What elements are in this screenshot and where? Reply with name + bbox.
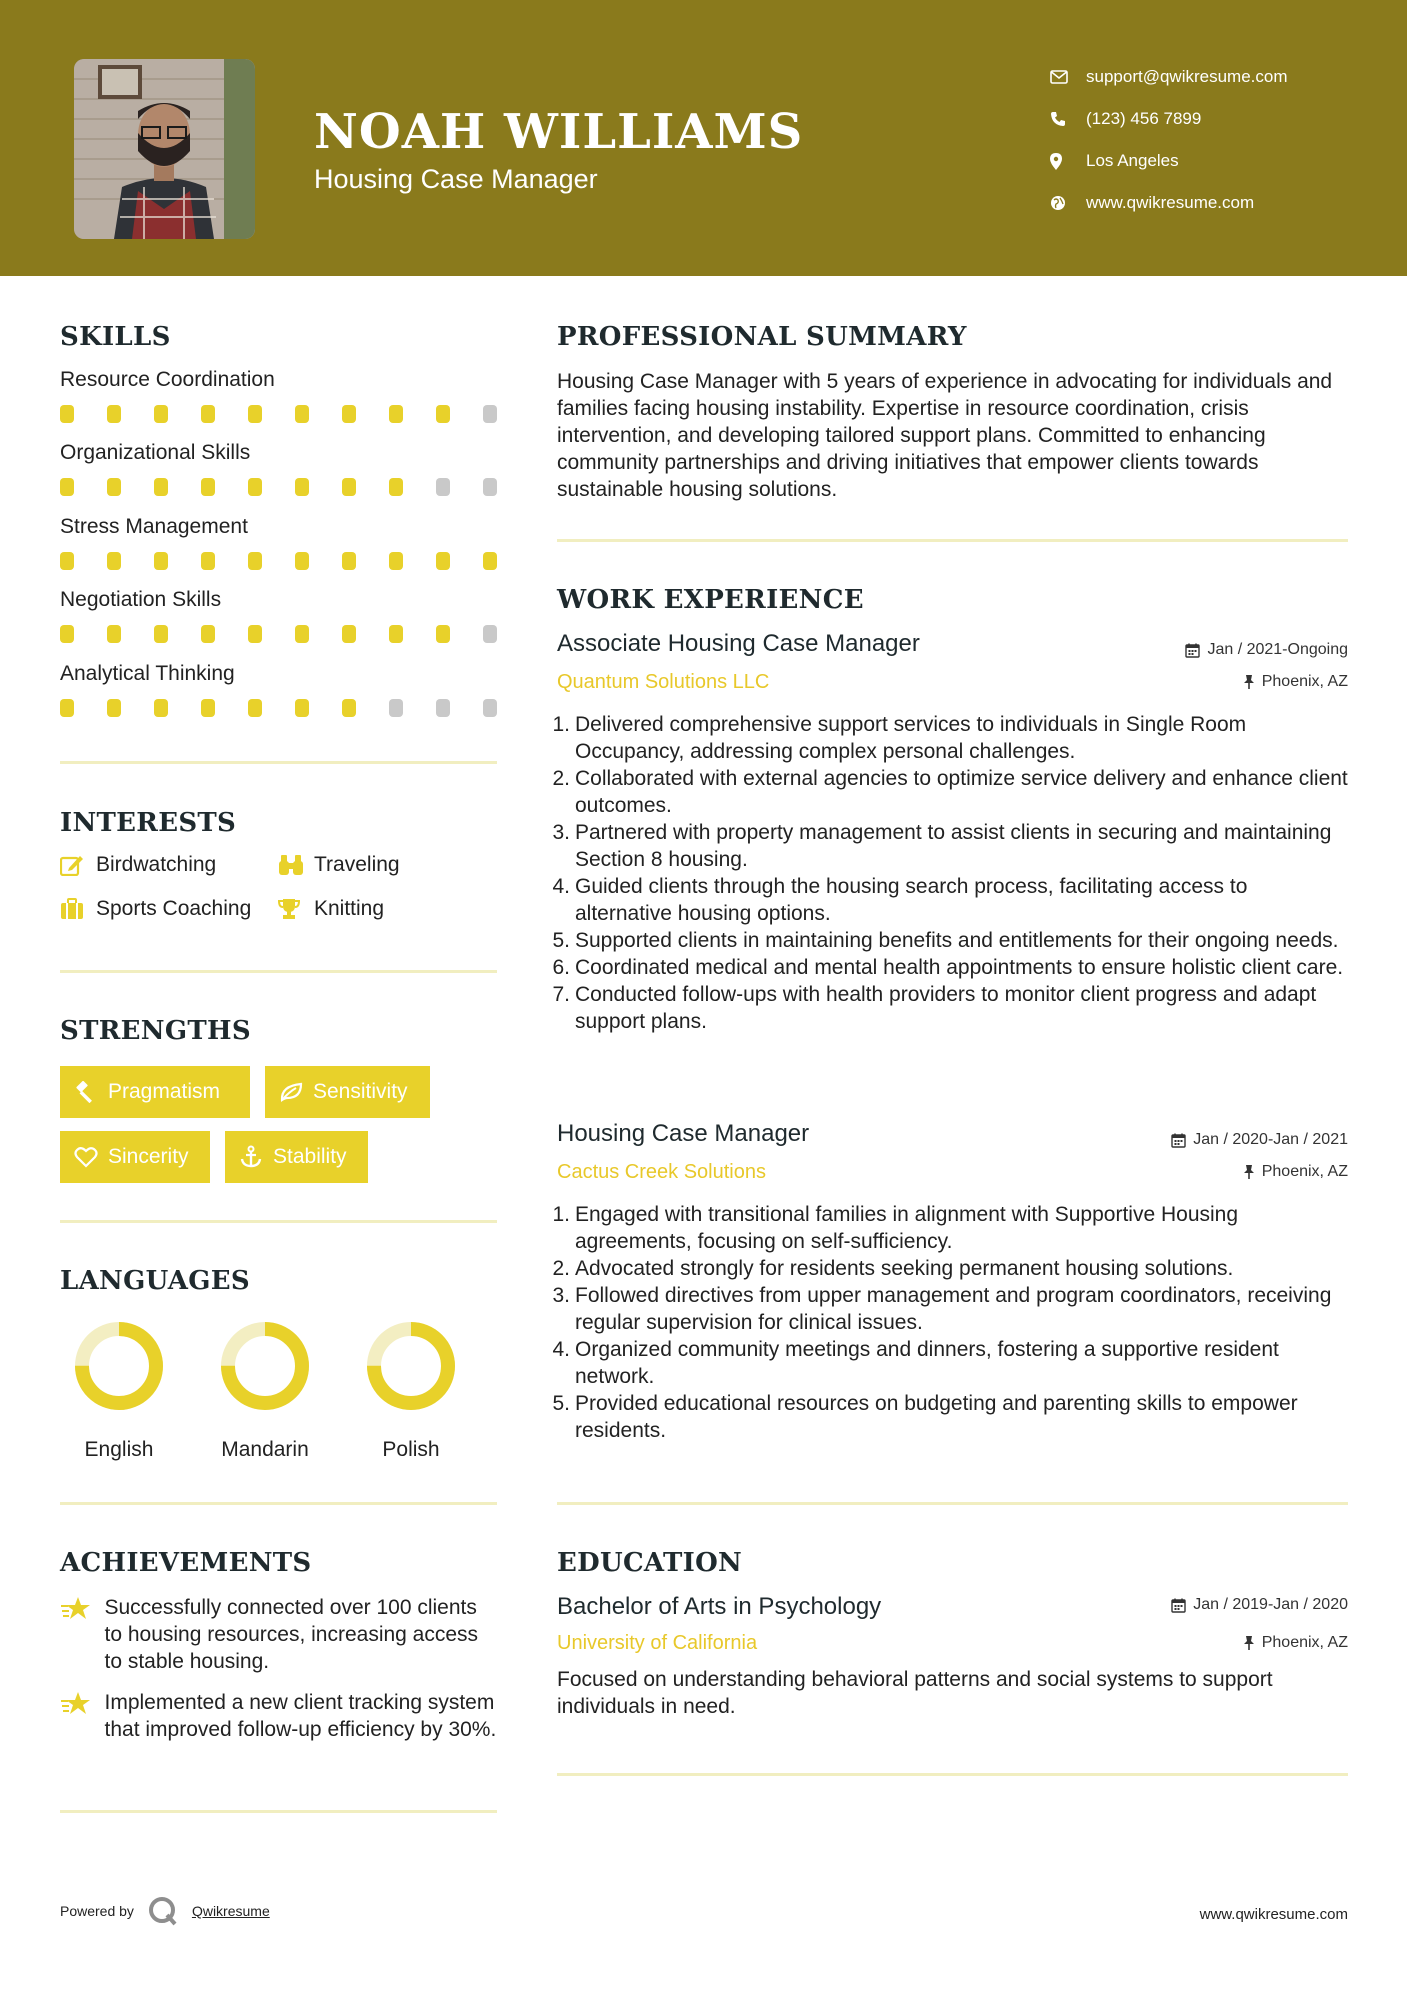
job-date — [1171, 1131, 1348, 1149]
pencil-square-icon — [60, 854, 96, 876]
skill-dot-filled — [342, 478, 356, 496]
job-date-text: Jan / 2021-Ongoing — [1207, 641, 1348, 658]
bullet-item: 3. Partnered with property management to assist clients in securing and maintaining Section 8 housing. — [552, 821, 1332, 871]
skill-dot-filled — [107, 625, 121, 643]
skill-dot-filled — [107, 699, 121, 717]
skill-dot-empty — [389, 699, 403, 717]
bullet-item: 7. Conducted follow-ups with health providers to monitor client progress and adapt support plans. — [552, 983, 1317, 1033]
phone-icon — [1050, 111, 1086, 127]
skill-dot-filled — [389, 625, 403, 643]
skill-dot-filled — [201, 625, 215, 643]
skill-dot-filled — [201, 478, 215, 496]
achievement-text: Implemented a new client tracking system that improved follow-up efficiency by 30%. — [104, 1691, 497, 1741]
skill-dot-filled — [154, 552, 168, 570]
language-label: English — [84, 1438, 154, 1461]
skill-dot-filled — [342, 552, 356, 570]
skill-dot-filled — [60, 625, 74, 643]
skill-dot-filled — [389, 552, 403, 570]
star-icon — [60, 1594, 105, 1675]
envelope-icon — [1050, 70, 1086, 84]
job-location-text: Phoenix, AZ — [1261, 1163, 1348, 1180]
skill-dot-filled — [60, 552, 74, 570]
interest-label: Birdwatching — [96, 853, 217, 876]
calendar-icon — [1171, 1598, 1186, 1613]
contact-phone-text: (123) 456 7899 — [1086, 109, 1202, 128]
job-company: Quantum Solutions LLC — [557, 671, 770, 693]
interests-heading: INTERESTS — [60, 808, 237, 838]
achievements-heading: ACHIEVEMENTS — [60, 1548, 312, 1578]
skill-dot-filled — [201, 552, 215, 570]
language-label: Mandarin — [221, 1438, 309, 1461]
skill-label: Stress Management — [60, 515, 248, 538]
bullet-item: 2. Collaborated with external agencies to optimize service delivery and enhance client outcomes. — [552, 767, 1348, 817]
strength-label: Pragmatism — [108, 1080, 221, 1103]
job-bullets — [550, 711, 1350, 1035]
skill-dot-filled — [436, 625, 450, 643]
bullet-item: 4. Organized community meetings and dinners, fostering a supportive resident network. — [552, 1338, 1279, 1388]
strength-tag — [265, 1066, 430, 1118]
section-divider — [557, 1773, 1348, 1776]
strength-tag — [60, 1066, 250, 1118]
skill-dot-filled — [248, 699, 262, 717]
education-description: Focused on understanding behavioral patterns and social systems to support individuals in need. — [557, 1668, 1273, 1718]
interest-label: Traveling — [314, 853, 400, 876]
job-date — [1185, 641, 1348, 659]
achievement-item — [60, 1594, 500, 1675]
skill-dot-filled — [248, 405, 262, 423]
skill-rating — [60, 478, 500, 496]
contact-email-text: support@qwikresume.com — [1086, 67, 1288, 86]
skill-dot-filled — [483, 552, 497, 570]
skill-dot-filled — [248, 625, 262, 643]
pushpin-icon — [1243, 674, 1255, 690]
skill-dot-empty — [483, 625, 497, 643]
language-item — [54, 1318, 184, 1462]
contact-location-text: Los Angeles — [1086, 151, 1179, 170]
skill-label: Negotiation Skills — [60, 588, 222, 611]
language-gauge — [217, 1318, 313, 1414]
skill-dot-filled — [342, 625, 356, 643]
binoculars-icon — [278, 854, 314, 876]
skill-dot-filled — [248, 552, 262, 570]
skill-dot-filled — [154, 699, 168, 717]
bullet-item: 4. Guided clients through the housing search process, facilitating access to alternative housing options. — [552, 875, 1248, 925]
skill-label: Organizational Skills — [60, 441, 251, 464]
job-title: Associate Housing Case Manager — [557, 630, 920, 657]
skill-dot-filled — [295, 552, 309, 570]
skill-dot-filled — [248, 478, 262, 496]
contact-website-text: www.qwikresume.com — [1086, 193, 1255, 212]
skill-dot-filled — [389, 478, 403, 496]
skill-dot-filled — [107, 552, 121, 570]
skill-dot-filled — [389, 405, 403, 423]
section-divider — [60, 761, 497, 764]
calendar-icon — [1185, 643, 1200, 658]
interest-label: Sports Coaching — [96, 897, 252, 920]
bullet-item: 3. Followed directives from upper management and program coordinators, receiving regular supervision for clinical issues. — [552, 1284, 1332, 1334]
skill-rating — [60, 625, 500, 643]
skill-dot-filled — [154, 625, 168, 643]
strength-label: Sensitivity — [313, 1080, 408, 1103]
skill-dot-filled — [295, 625, 309, 643]
section-divider — [557, 1502, 1348, 1505]
bullet-item: 1. Delivered comprehensive support services to individuals in Single Room Occupancy, addressing complex personal challenges. — [552, 713, 1247, 763]
header-banner — [0, 0, 1407, 276]
strength-label: Sincerity — [108, 1145, 189, 1168]
skill-dot-filled — [201, 405, 215, 423]
qwikresume-link[interactable]: Qwikresume — [191, 1903, 270, 1919]
skill-dot-empty — [483, 478, 497, 496]
footer-powered-by — [60, 1896, 270, 1926]
powered-by-text: Powered by — [60, 1903, 134, 1919]
contact-location — [1050, 140, 1288, 182]
job-company: Cactus Creek Solutions — [557, 1161, 766, 1183]
skill-dot-filled — [295, 405, 309, 423]
strength-tag — [60, 1131, 210, 1183]
section-divider — [60, 1810, 497, 1813]
interest-label: Knitting — [314, 897, 385, 920]
section-divider — [60, 1220, 497, 1223]
bullet-item: 5. Provided educational resources on budgeting and parenting skills to empower residents. — [552, 1392, 1298, 1442]
skill-dot-filled — [107, 478, 121, 496]
job-bullets — [550, 1201, 1350, 1444]
strengths-heading: STRENGTHS — [60, 1016, 251, 1046]
skill-dot-filled — [436, 552, 450, 570]
skill-dot-filled — [295, 699, 309, 717]
job-location-text: Phoenix, AZ — [1261, 673, 1348, 690]
skill-dot-filled — [436, 405, 450, 423]
skill-dot-filled — [154, 478, 168, 496]
leaf-icon — [279, 1082, 303, 1102]
language-item — [346, 1318, 476, 1462]
experience-heading: WORK EXPERIENCE — [557, 585, 864, 615]
strength-label: Stability — [273, 1145, 347, 1168]
profile-photo — [74, 59, 255, 239]
pushpin-icon — [1243, 1164, 1255, 1180]
contact-list — [1050, 56, 1288, 224]
language-label: Polish — [382, 1438, 440, 1461]
skill-dot-filled — [342, 699, 356, 717]
skill-dot-filled — [154, 405, 168, 423]
anchor-icon — [239, 1145, 263, 1169]
language-gauge — [363, 1318, 459, 1414]
education-school: University of California — [557, 1632, 758, 1654]
gavel-icon — [74, 1081, 98, 1103]
bullet-item: 2. Advocated strongly for residents seeking permanent housing solutions. — [552, 1257, 1234, 1280]
skill-dot-empty — [483, 405, 497, 423]
skills-heading: SKILLS — [60, 322, 171, 352]
education-location — [1243, 1634, 1348, 1652]
bullet-item: 6. Coordinated medical and mental health appointments to ensure holistic client care. — [552, 956, 1344, 979]
pushpin-icon — [1243, 1635, 1255, 1651]
globe-icon — [1050, 195, 1086, 211]
achievement-item — [60, 1689, 500, 1743]
education-heading: EDUCATION — [557, 1548, 743, 1578]
skill-rating — [60, 405, 500, 423]
skill-dot-empty — [436, 478, 450, 496]
job-date-text: Jan / 2020-Jan / 2021 — [1193, 1131, 1348, 1148]
calendar-icon — [1171, 1133, 1186, 1148]
education-location-text: Phoenix, AZ — [1261, 1634, 1348, 1651]
interest-item — [278, 853, 400, 877]
heart-icon — [74, 1146, 98, 1168]
interest-item — [278, 897, 384, 921]
skill-dot-filled — [60, 405, 74, 423]
skill-rating — [60, 552, 500, 570]
job-location — [1243, 1163, 1348, 1181]
contact-website[interactable] — [1050, 182, 1288, 224]
language-gauge — [71, 1318, 167, 1414]
education-date-text: Jan / 2019-Jan / 2020 — [1193, 1596, 1348, 1613]
contact-phone[interactable] — [1050, 98, 1288, 140]
section-divider — [60, 1502, 497, 1505]
job-title: Housing Case Manager — [557, 1120, 810, 1147]
skill-dot-filled — [60, 699, 74, 717]
candidate-name: NOAH WILLIAMS — [314, 104, 804, 160]
summary-heading: PROFESSIONAL SUMMARY — [557, 322, 967, 352]
trophy-icon — [278, 898, 314, 920]
language-item — [200, 1318, 330, 1462]
skill-dot-filled — [201, 699, 215, 717]
skill-dot-empty — [483, 699, 497, 717]
footer-website[interactable]: www.qwikresume.com — [1199, 1906, 1348, 1923]
interest-item — [60, 853, 216, 877]
qwikresume-logo-icon — [148, 1896, 178, 1926]
briefcase-icon — [60, 898, 96, 920]
skill-dot-filled — [107, 405, 121, 423]
interest-item — [60, 897, 251, 921]
bullet-item: 1. Engaged with transitional families in alignment with Supportive Housing agreements, focusing on self-sufficiency. — [552, 1203, 1239, 1253]
skill-dot-filled — [60, 478, 74, 496]
skill-dot-filled — [295, 478, 309, 496]
candidate-title: Housing Case Manager — [314, 164, 598, 194]
bullet-item: 5. Supported clients in maintaining benefits and entitlements for their ongoing needs. — [552, 929, 1339, 952]
star-icon — [60, 1689, 105, 1743]
achievement-text: Successfully connected over 100 clients to housing resources, increasing access to stable housing. — [104, 1596, 479, 1673]
education-date — [1171, 1596, 1348, 1614]
contact-email[interactable] — [1050, 56, 1288, 98]
languages-heading: LANGUAGES — [60, 1266, 250, 1296]
section-divider — [557, 539, 1348, 542]
job-location — [1243, 673, 1348, 691]
skill-label: Resource Coordination — [60, 368, 275, 391]
skill-dot-empty — [436, 699, 450, 717]
strength-tag — [225, 1131, 368, 1183]
map-pin-icon — [1050, 153, 1086, 170]
skill-dot-filled — [342, 405, 356, 423]
section-divider — [60, 970, 497, 973]
education-degree: Bachelor of Arts in Psychology — [557, 1593, 882, 1620]
skill-rating — [60, 699, 500, 717]
skill-label: Analytical Thinking — [60, 662, 235, 685]
professional-summary: Housing Case Manager with 5 years of experience in advocating for individuals and families facing housing instability. Expertise in resource coordination, crisis intervention, and developing tailored support plans. Committed to enhancing community partnerships and driving initiatives that empower clients towards sustainable housing solutions. — [557, 370, 1333, 501]
